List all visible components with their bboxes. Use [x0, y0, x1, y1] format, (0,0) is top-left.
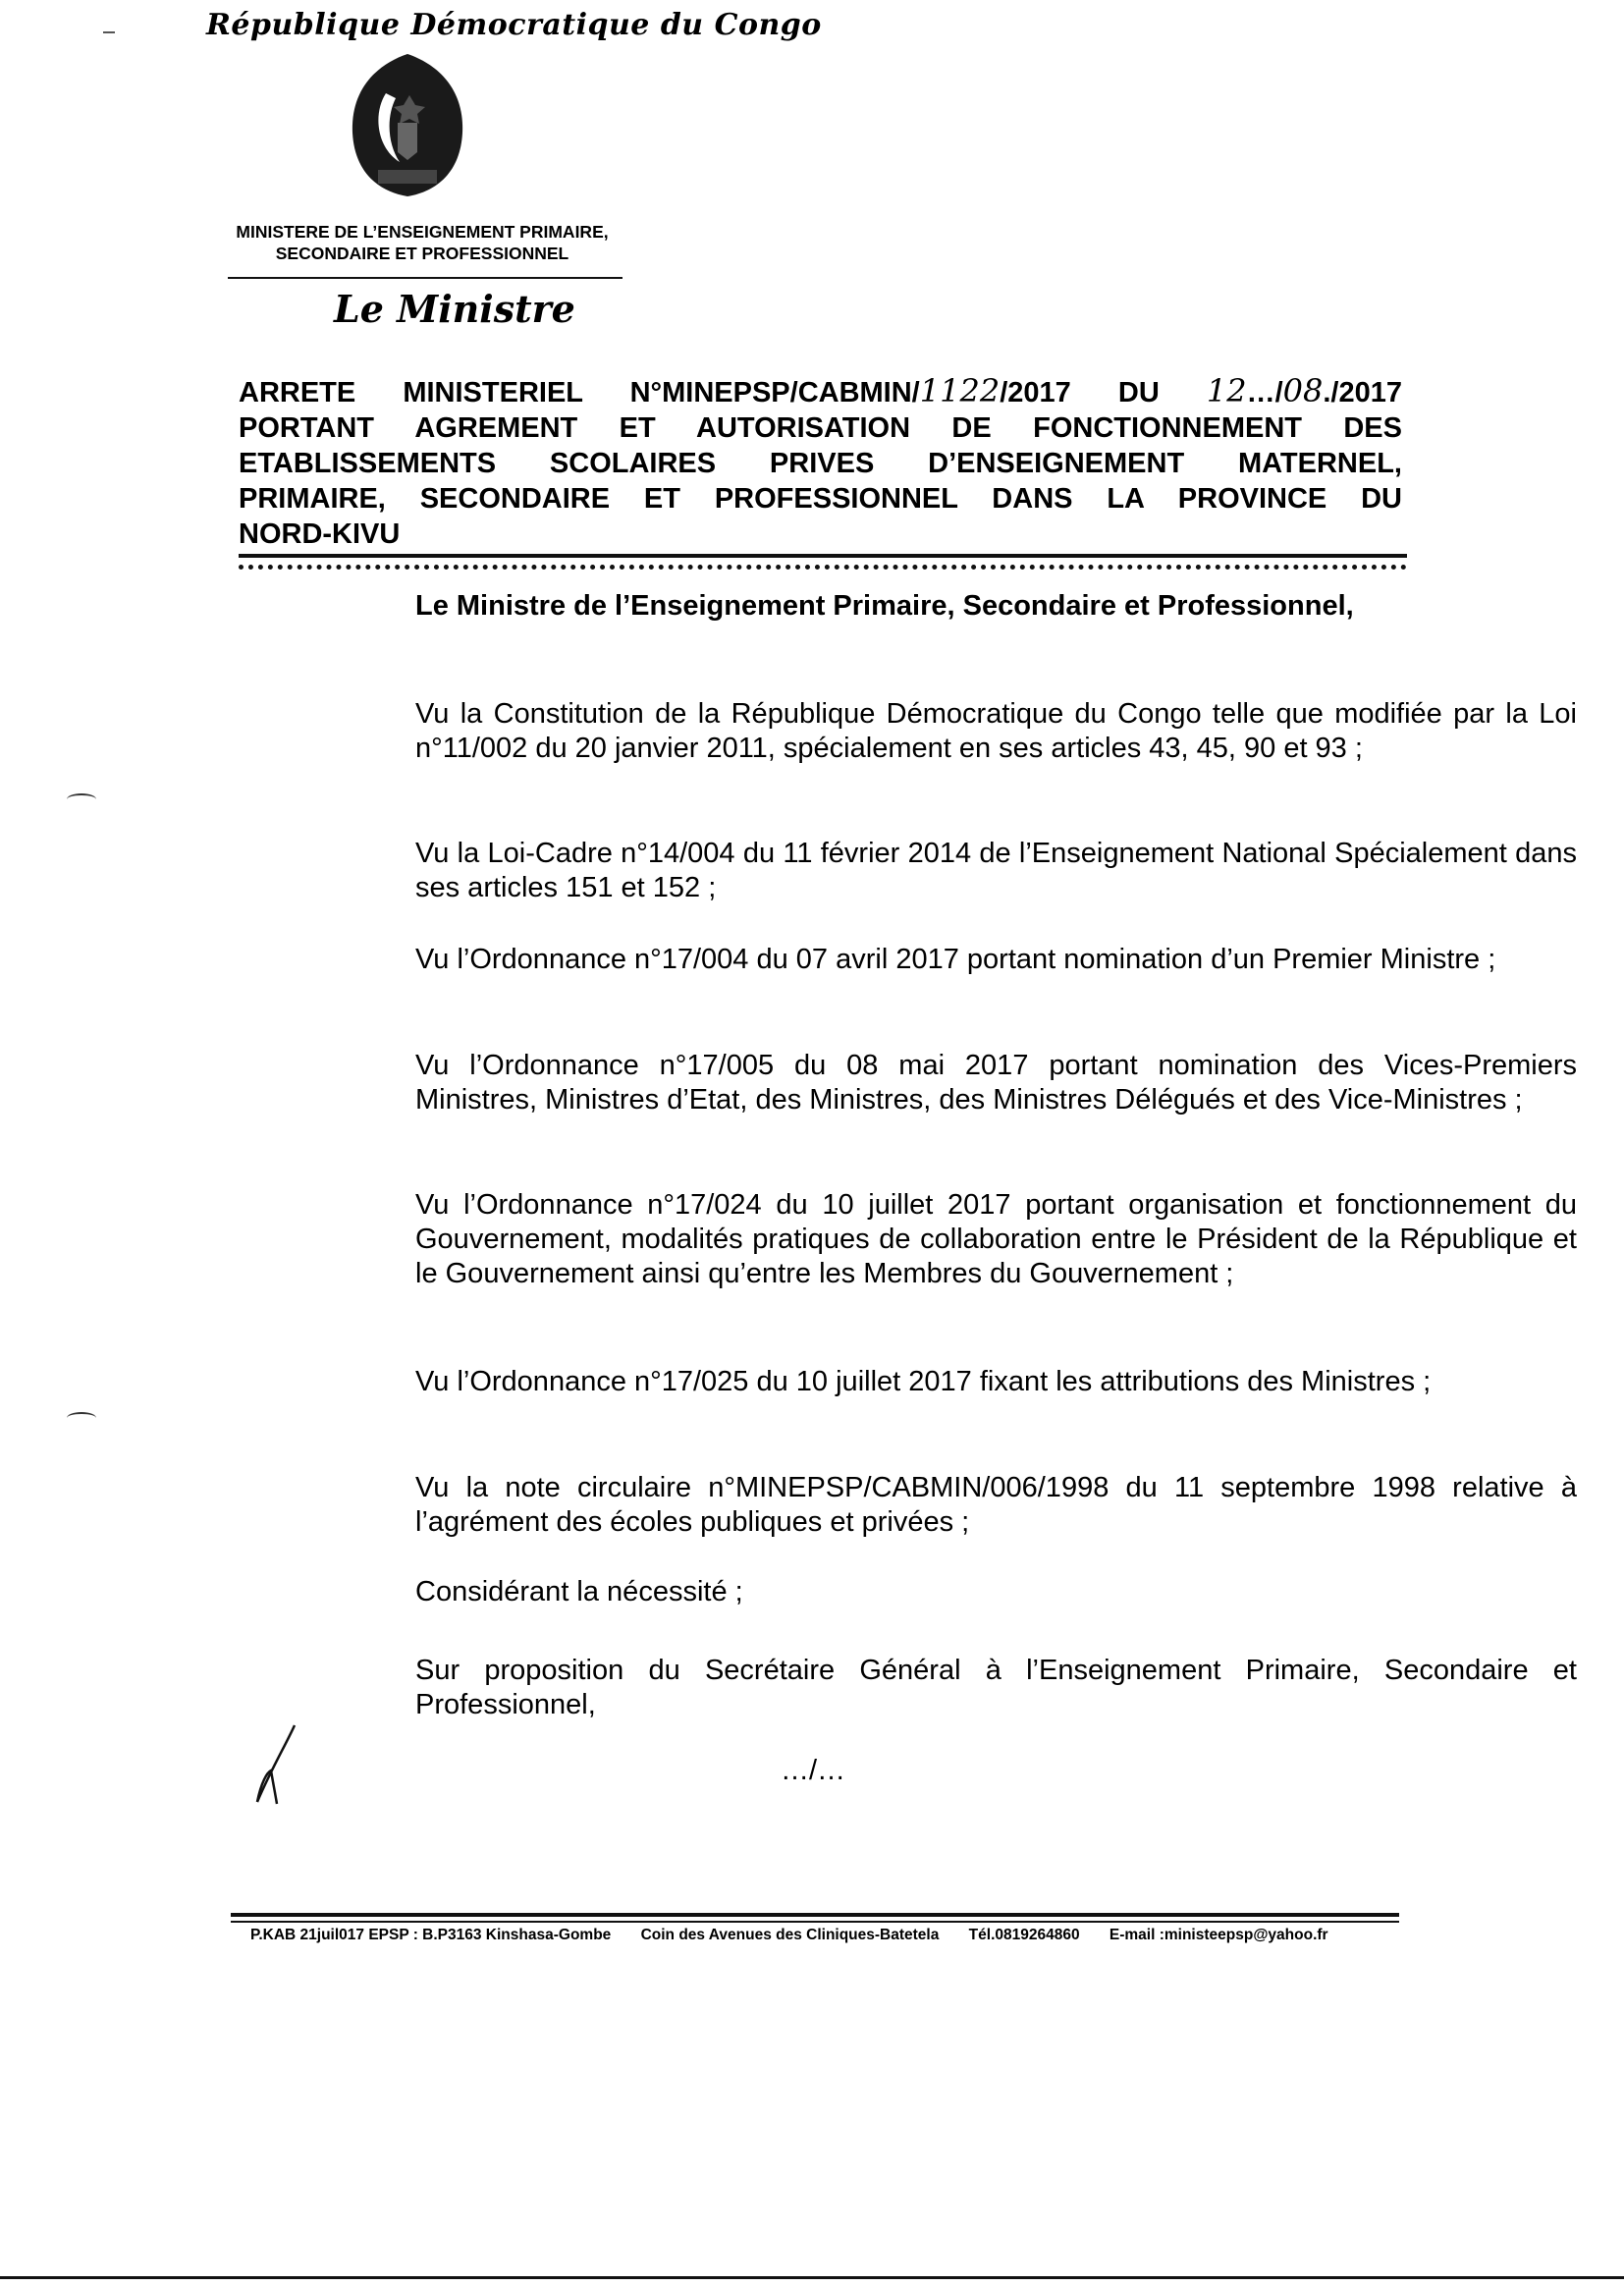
scan-mark	[67, 793, 96, 805]
footer-address: Coin des Avenues des Cliniques-Batetela	[640, 1927, 940, 1943]
vu-ordonnance-024: Vu l’Ordonnance n°17/024 du 10 juillet 2017 portant organisation et fonctionnement du Gouvernement, modalités pratiques de collaboration entre le Président de la République et le Gouvernement ainsi qu’entre les Membres du Gouvernement ;	[415, 1189, 1577, 1289]
date-month: 08	[1282, 372, 1324, 409]
footer-ref: P.KAB 21juil017 EPSP : B.P3163 Kinshasa-Gombe	[250, 1927, 612, 1943]
arrete-reference-line	[239, 373, 1402, 410]
ministry-line-1: MINISTERE DE L’ENSEIGNEMENT PRIMAIRE,	[236, 222, 609, 242]
arrete-title	[239, 373, 1402, 552]
vu-note-circulaire: Vu la note circulaire n°MINEPSP/CABMIN/006/1998 du 11 septembre 1998 relative à l’agrément des écoles publiques et privées ;	[415, 1472, 1577, 1538]
scan-mark	[103, 31, 115, 33]
footer-rule	[231, 1913, 1399, 1917]
footer-phone: Tél.0819264860	[968, 1927, 1080, 1943]
du-label: DU	[1117, 377, 1160, 408]
title-line-3: ETABLISSEMENTS SCOLAIRES PRIVES D’ENSEIGNEMENT MATERNEL,	[239, 448, 1402, 479]
vu-ordonnance-025: Vu l’Ordonnance n°17/025 du 10 juillet 2017 fixant les attributions des Ministres ;	[415, 1366, 1432, 1397]
title-line-2: PORTANT AGREMENT ET AUTORISATION DE FONCTIONNEMENT DES	[239, 412, 1402, 444]
title-rule	[239, 554, 1407, 558]
arrete-year: /2017	[1000, 377, 1071, 408]
arrete-prefix: ARRETE MINISTERIEL N°MINEPSP/CABMIN/	[239, 377, 920, 408]
footer-contact	[250, 1927, 1409, 1944]
page-bottom-edge	[0, 2276, 1624, 2279]
title-line-4: PRIMAIRE, SECONDAIRE ET PROFESSIONNEL DANS LA PROVINCE DU	[239, 483, 1402, 515]
ministry-line-2: SECONDAIRE ET PROFESSIONNEL	[275, 244, 569, 263]
date-day: 12	[1206, 372, 1247, 409]
minister-label: Le Ministre	[334, 287, 575, 331]
vu-ordonnance-004: Vu l’Ordonnance n°17/004 du 07 avril 2017 portant nomination d’un Premier Ministre ;	[415, 944, 1496, 975]
handwritten-initial-icon	[247, 1723, 306, 1812]
republic-heading: République Démocratique du Congo	[206, 8, 822, 42]
ministry-name	[196, 221, 648, 264]
sur-proposition: Sur proposition du Secrétaire Général à l’Enseignement Primaire, Secondaire et Professionnel,	[415, 1655, 1577, 1720]
scan-mark	[67, 1412, 96, 1424]
title-line-5: NORD-KIVU	[239, 518, 401, 550]
footer-email: E-mail :ministeepsp@yahoo.fr	[1109, 1927, 1328, 1943]
coat-of-arms-icon	[349, 54, 466, 201]
intro-paragraph: Le Ministre de l’Enseignement Primaire, Secondaire et Professionnel,	[415, 590, 1354, 622]
title-dotted-rule	[239, 565, 1407, 570]
date-year: ./2017	[1323, 377, 1403, 408]
header-divider	[228, 277, 623, 279]
vu-constitution: Vu la Constitution de la République Démocratique du Congo telle que modifiée par la Loi n°11/002 du 20 janvier 2011, spécialement en ses articles 43, 45, 90 et 93 ;	[415, 698, 1577, 764]
vu-loi-cadre: Vu la Loi-Cadre n°14/004 du 11 février 2014 de l’Enseignement National Spécialement dans ses articles 151 et 152 ;	[415, 838, 1577, 903]
date-sep: …/	[1246, 377, 1283, 408]
considerant: Considérant la nécessité ;	[415, 1576, 743, 1607]
page-continuation: …/…	[781, 1755, 846, 1786]
footer-rule-thin	[231, 1921, 1399, 1923]
arrete-number: 1122	[919, 372, 1001, 409]
vu-ordonnance-005: Vu l’Ordonnance n°17/005 du 08 mai 2017 portant nomination des Vices-Premiers Ministres, Ministres d’Etat, des Ministres, des Ministres Délégués et des Vice-Ministres ;	[415, 1050, 1577, 1116]
